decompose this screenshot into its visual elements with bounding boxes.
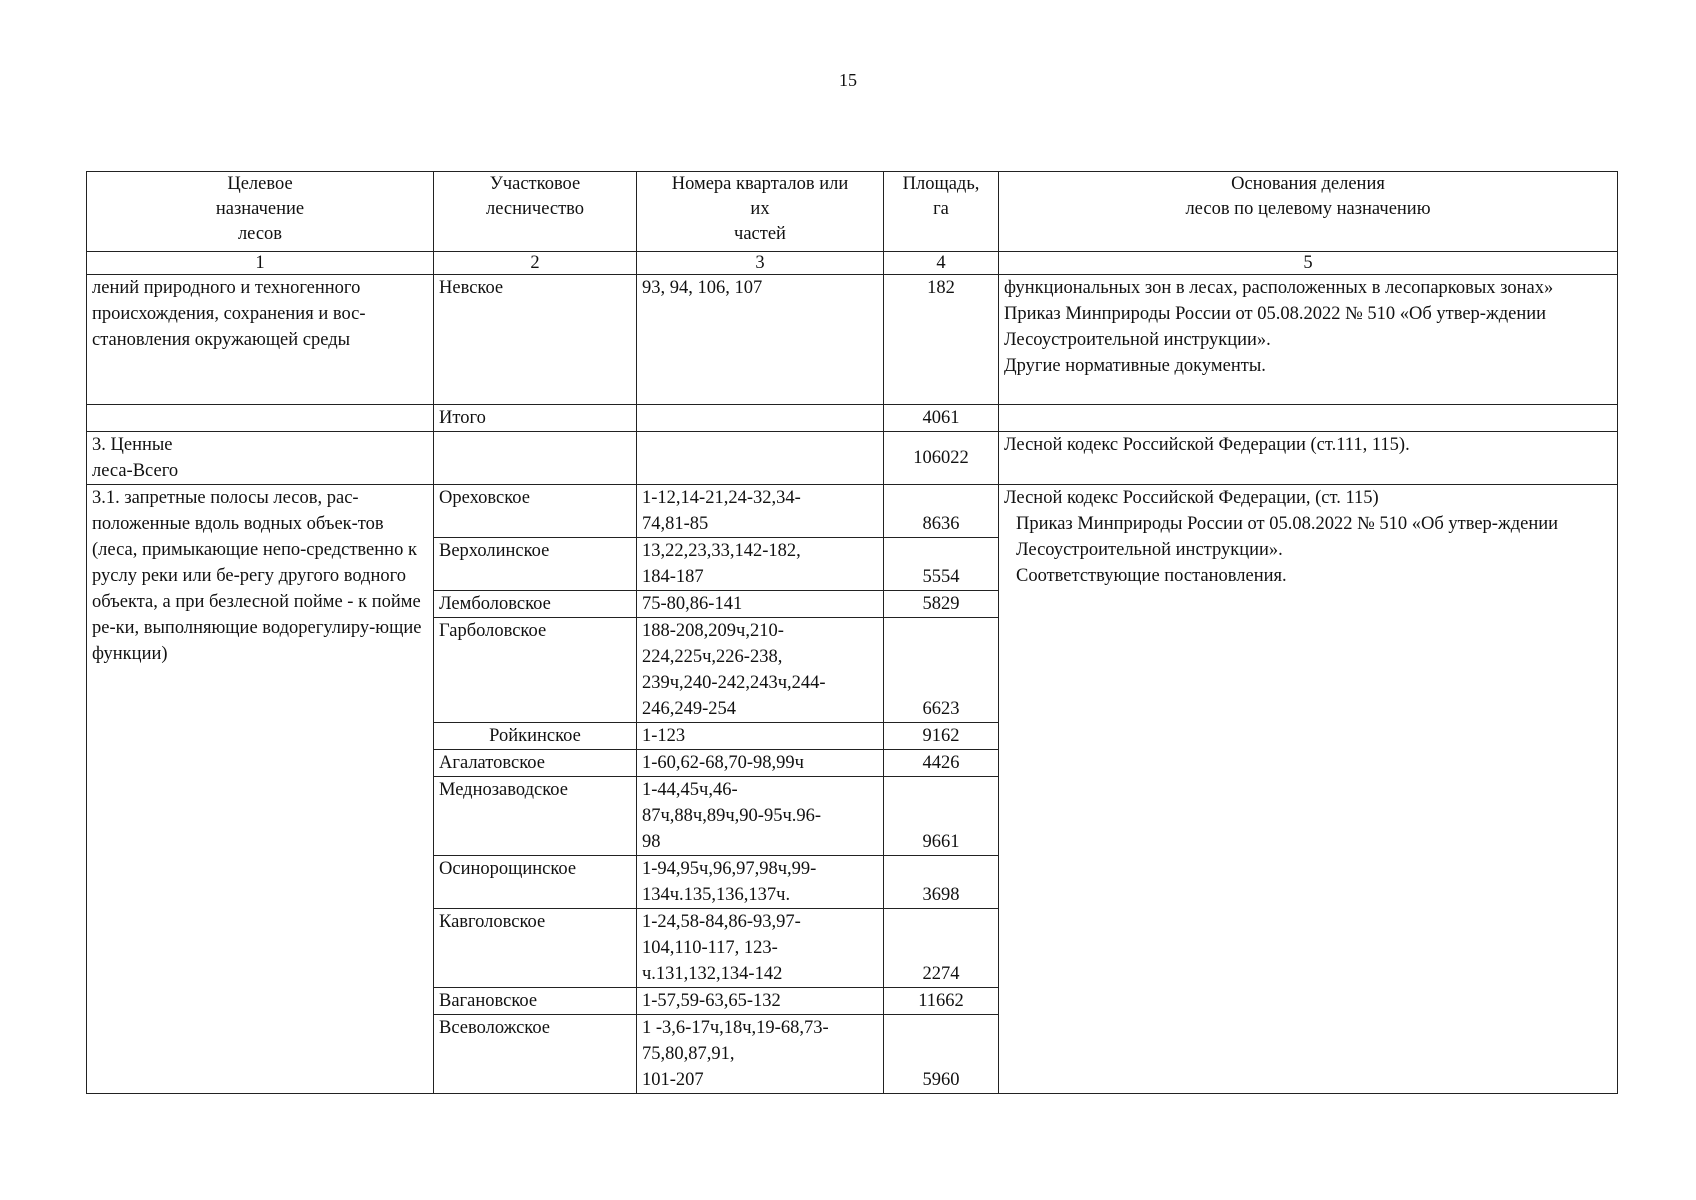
quarters-cell: 1-24,58-84,86-93,97- 104,110-117, 123- ч.131,132,134-142	[637, 909, 884, 988]
table-row	[87, 485, 1618, 538]
quarters-cell: 1-57,59-63,65-132	[637, 988, 884, 1015]
page-number: 15	[839, 70, 857, 90]
forestry-cell: Ройкинское	[434, 723, 637, 750]
quarters-cell: 1 -3,6-17ч,18ч,19-68,73- 75,80,87,91, 101-207	[637, 1015, 884, 1094]
area-cell: 4426	[884, 750, 999, 777]
column-number: 2	[434, 252, 637, 275]
header-area: Площадь, га	[884, 172, 999, 252]
area-cell: 9661	[884, 777, 999, 856]
quarters-cell: 1-94,95ч,96,97,98ч,99- 134ч.135,136,137ч.	[637, 856, 884, 909]
purpose-cell	[87, 405, 434, 432]
header-purpose: Целевое назначение лесов	[87, 172, 434, 252]
quarters-cell	[637, 432, 884, 485]
area-cell: 11662	[884, 988, 999, 1015]
header-forestry: Участковое лесничество	[434, 172, 637, 252]
quarters-cell: 1-123	[637, 723, 884, 750]
forestry-cell: Невское	[434, 275, 637, 405]
header-basis: Основания деления лесов по целевому назначению	[999, 172, 1618, 252]
forest-purpose-table	[86, 171, 1618, 1094]
area-cell: 5960	[884, 1015, 999, 1094]
area-cell: 3698	[884, 856, 999, 909]
forestry-cell: Вагановское	[434, 988, 637, 1015]
forestry-cell: Лемболовское	[434, 591, 637, 618]
area-cell: 5829	[884, 591, 999, 618]
basis-line: функциональных зон в лесах, расположенных в лесопарковых зонах»	[1004, 278, 1554, 298]
quarters-cell: 1-44,45ч,46- 87ч,88ч,89ч,90-95ч.96- 98	[637, 777, 884, 856]
column-number-row	[87, 252, 1618, 275]
area-cell: 5554	[884, 538, 999, 591]
quarters-cell: 93, 94, 106, 107	[637, 275, 884, 405]
area-cell: 182	[884, 275, 999, 405]
basis-line: Лесной кодекс Российской Федерации, (ст. 115)	[1004, 488, 1379, 508]
area-cell: 6623	[884, 618, 999, 723]
purpose-cell: лений природного и техногенного происхождения, сохранения и вос-становления окружающей среды	[87, 275, 434, 405]
forestry-cell	[434, 432, 637, 485]
forestry-cell: Кавголовское	[434, 909, 637, 988]
basis-cell	[999, 275, 1618, 405]
header-row	[87, 172, 1618, 252]
purpose-cell: 3.1. запретные полосы лесов, рас-положенные вдоль водных объек-тов (леса, примыкающие непо-средственно к руслу реки или бе-регу другого водного объекта, а при безлесной пойме - к пойме ре-ки, выполняющие водорегулиру-ющие функции)	[87, 485, 434, 1094]
basis-cell: Лесной кодекс Российской Федерации (ст.111, 115).	[999, 432, 1618, 485]
total-label: Итого	[434, 405, 637, 432]
column-number: 3	[637, 252, 884, 275]
basis-line: Приказ Минприроды России от 05.08.2022 № 510 «Об утвер-ждении Лесоустроительной инструкции».	[1004, 304, 1547, 350]
valuable-area: 106022	[884, 432, 999, 485]
quarters-cell	[637, 405, 884, 432]
basis-line: Другие нормативные документы.	[1004, 356, 1266, 376]
total-area: 4061	[884, 405, 999, 432]
column-number: 1	[87, 252, 434, 275]
column-number: 5	[999, 252, 1618, 275]
basis-line: Соответствующие постановления.	[1016, 566, 1287, 586]
quarters-cell: 1-12,14-21,24-32,34- 74,81-85	[637, 485, 884, 538]
forestry-cell: Осинорощинское	[434, 856, 637, 909]
quarters-cell: 75-80,86-141	[637, 591, 884, 618]
area-cell: 9162	[884, 723, 999, 750]
area-cell: 2274	[884, 909, 999, 988]
total-row	[87, 405, 1618, 432]
forestry-cell: Гарболовское	[434, 618, 637, 723]
table-row	[87, 275, 1618, 405]
purpose-cell: 3. Ценные леса-Всего	[87, 432, 434, 485]
forestry-cell: Всеволожское	[434, 1015, 637, 1094]
quarters-cell: 13,22,23,33,142-182, 184-187	[637, 538, 884, 591]
basis-cell	[999, 485, 1618, 1094]
quarters-cell: 188-208,209ч,210- 224,225ч,226-238, 239ч,240-242,243ч,244- 246,249-254	[637, 618, 884, 723]
header-quarters: Номера кварталов или их частей	[637, 172, 884, 252]
basis-line: Приказ Минприроды России от 05.08.2022 № 510 «Об утвер-ждении Лесоустроительной инструкции».	[1016, 514, 1559, 560]
forestry-cell: Верхолинское	[434, 538, 637, 591]
column-number: 4	[884, 252, 999, 275]
forestry-cell: Ореховское	[434, 485, 637, 538]
quarters-cell: 1-60,62-68,70-98,99ч	[637, 750, 884, 777]
forestry-cell: Меднозаводское	[434, 777, 637, 856]
forestry-cell: Агалатовское	[434, 750, 637, 777]
area-cell: 8636	[884, 485, 999, 538]
basis-cell	[999, 405, 1618, 432]
valuable-forests-row	[87, 432, 1618, 485]
